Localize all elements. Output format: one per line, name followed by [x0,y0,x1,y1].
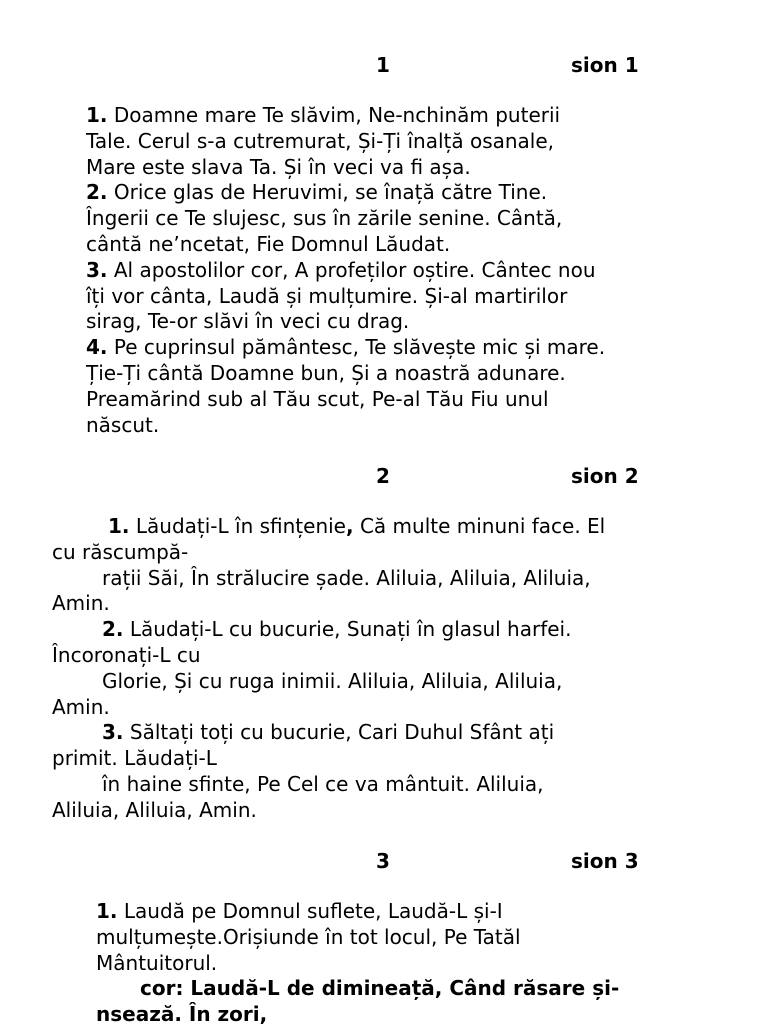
hymn-2-line [52,772,605,798]
hymn-1-line [86,129,605,155]
hymn-1-line [86,387,605,413]
verse-text: Orice glas de Heruvimi, se înață către Tine. [107,180,548,205]
verse-text: Laudă pe Domnul suflete, Laudă-L și-I [117,899,503,923]
verse-text: născut. [86,412,160,437]
verse-text: Al apostolilor cor, A profeților oștire. Cântec nou [107,257,596,282]
hymn-2-line [52,798,605,824]
hymn-1-line [86,180,605,206]
verse-text: Pe cuprinsul pământesc, Te slăvește mic și mare. [107,335,606,360]
chorus-text: cor: Laudă-L de dimineață, Când răsare și- [140,976,620,1001]
hymn-2-line [52,566,605,592]
verse-number: 2. [102,617,124,642]
verse-number: 1. [108,514,130,538]
hymn-2-line [52,695,605,721]
hymn-1-line [86,284,605,310]
hymn-3-line [96,976,619,1002]
hymn-1-line [86,309,605,335]
verse-number: 2. [86,180,108,205]
hymn-1-line [86,361,605,387]
hymn-3-line [96,1002,619,1028]
hymn-3-line [96,951,619,977]
hymn-2-line [52,669,605,695]
verse-number: 1. [86,103,108,127]
verse-text: rații Săi, În strălucire șade. Aliluia, Aliluia, Aliluia, [102,565,591,590]
hymn-3-line [96,899,619,925]
verse-number: 1. [96,899,118,923]
hymn-3-body [96,899,619,1028]
hymn-2-line [52,617,605,643]
hymn-3-header-number: 3 [376,849,390,873]
hymn-2-line [52,540,605,566]
verse-text: Că multe minuni face. El [353,514,606,538]
verse-text: Încoronați-L cu [52,642,201,667]
verse-text: mulțumește.Orișiunde în tot locul, Pe Tatăl [96,924,521,949]
verse-text: cântă ne’ncetat, Fie Domnul Lăudat. [86,231,451,256]
verse-text: Tale. Cerul s-a cutremurat, Și-Ți înalță osanale, [86,128,555,153]
hymn-2-header-title: sion 2 [571,464,639,488]
verse-text: Îngerii ce Te slujesc, sus în zările senine. Cântă, [86,206,563,231]
verse-text: Mântuitorul. [96,950,218,975]
hymn-1-line [86,206,605,232]
verse-text: în haine sfinte, Pe Cel ce va mântuit. Aliluia, [102,771,544,796]
verse-text: Ție-Ți cântă Doamne bun, Și a noastră adunare. [86,360,566,385]
chorus-text: nsează. În zori, [96,1002,268,1027]
hymn-2-header-number: 2 [376,464,390,488]
hymn-3-header-title: sion 3 [571,849,639,873]
verse-number: 4. [86,335,108,360]
verse-text: Preamărind sub al Tău scut, Pe-al Tău Fiu unul [86,386,549,411]
hymn-1-line [86,258,605,284]
hymn-1-line [86,155,605,181]
verse-text: îți vor cânta, Laudă și mulțumire. Și-al martirilor [86,283,568,308]
hymn-1-header-number: 1 [376,53,390,77]
hymn-3-line [96,925,619,951]
verse-text: Mare este slava Ta. Și în veci va fi așa. [86,154,471,179]
verse-text: cu răscumpă- [52,539,189,564]
hymn-1-body [86,103,605,438]
hymn-2-line [52,720,605,746]
verse-text: Glorie, Și cu ruga inimii. Aliluia, Aliluia, Aliluia, [102,668,563,693]
hymn-2-line [52,591,605,617]
hymn-2-line [52,514,605,540]
hymn-1-line [86,413,605,439]
verse-text: Aliluia, Aliluia, Amin. [52,797,257,822]
verse-text: Amin. [52,591,110,616]
hymn-1-header-title: sion 1 [571,53,639,77]
verse-text: Săltați toți cu bucurie, Cari Duhul Sfânt ați [123,720,555,745]
verse-text: sirag, Te-or slăvi în veci cu drag. [86,309,410,334]
hymn-2-line [52,746,605,772]
hymn-1-line [86,232,605,258]
verse-text: Doamne mare Te slăvim, Ne-nchinăm puterii [107,103,561,127]
hymn-2-body [52,514,605,824]
hymn-1-line [86,335,605,361]
verse-bold-punct: , [345,514,354,538]
verse-number: 3. [86,257,108,282]
hymn-2-line [52,643,605,669]
verse-text: Lăudați-L cu bucurie, Sunați în glasul harfei. [123,617,572,642]
verse-text: Amin. [52,694,110,719]
verse-number: 3. [102,720,124,745]
verse-text: Lăudați-L în sfințenie [129,514,346,538]
verse-text: primit. Lăudați-L [52,746,217,771]
hymn-1-line [86,103,605,129]
